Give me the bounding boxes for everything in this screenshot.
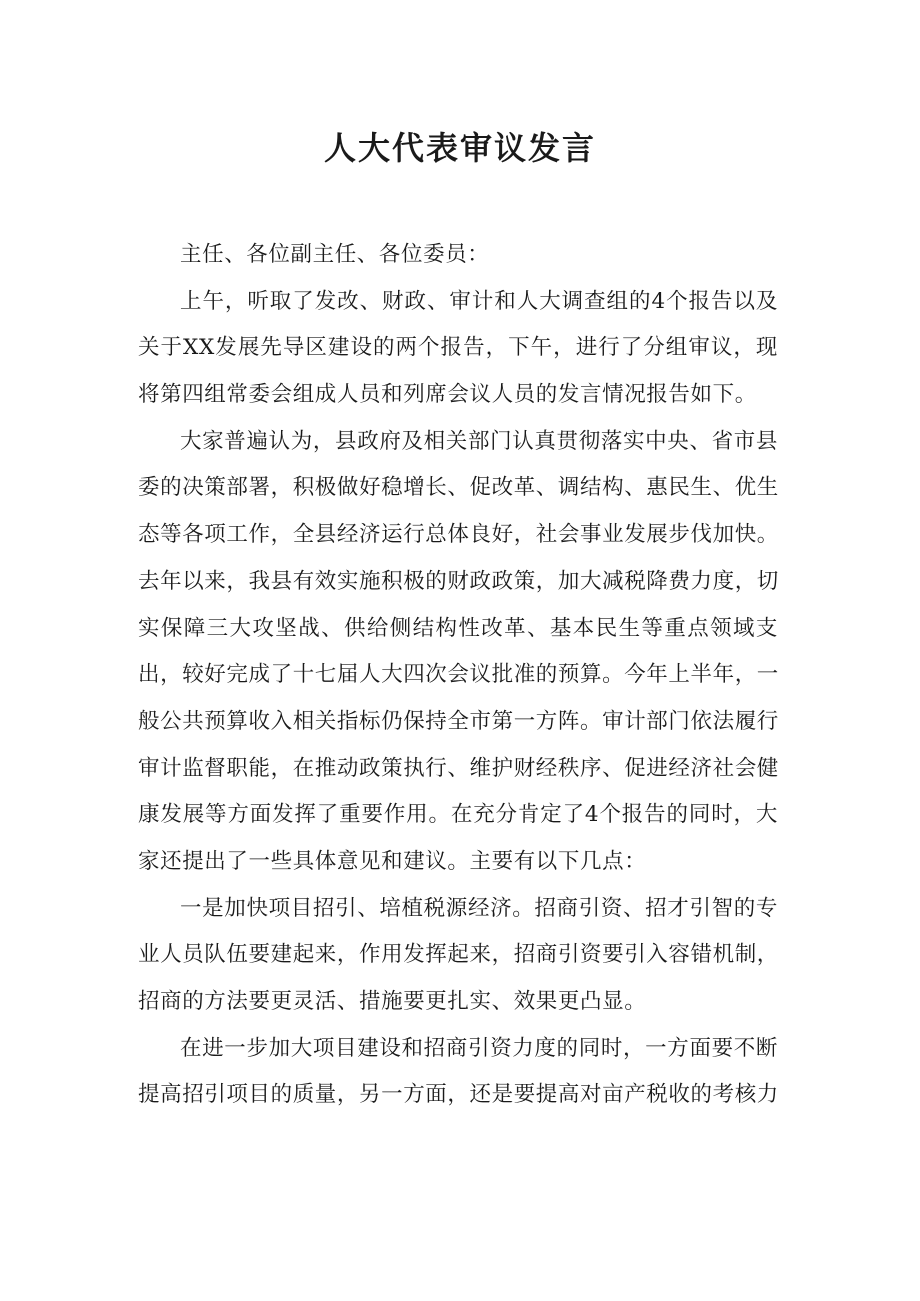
paragraph-line: 上午，听取了发改、财政、审计和人大调查组的4个报告以及 <box>180 288 778 314</box>
paragraph-line: 提高招引项目的质量，另一方面，还是要提高对亩产税收的考核力 <box>138 1082 779 1108</box>
paragraph-line: 委的决策部署，积极做好稳增长、促改革、调结构、惠民生、优生 <box>138 475 779 501</box>
paragraph-line: 一是加快项目招引、培植税源经济。招商引资、招才引智的专 <box>180 895 778 921</box>
paragraph-line: 出，较好完成了十七届人大四次会议批准的预算。今年上半年，一 <box>138 662 779 688</box>
paragraph-line: 业人员队伍要建起来，作用发挥起来，招商引资要引入容错机制， <box>138 942 779 968</box>
salutation-line: 主任、各位副主任、各位委员： <box>180 242 490 267</box>
paragraph-line: 大家普遍认为，县政府及相关部门认真贯彻落实中央、省市县 <box>180 428 778 454</box>
paragraph-line: 关于XX发展先导区建设的两个报告，下午，进行了分组审议，现 <box>138 335 778 361</box>
document-title: 人大代表审议发言 <box>323 129 596 167</box>
paragraph-line: 审计监督职能，在推动政策执行、维护财经秩序、促进经济社会健 <box>138 755 779 781</box>
paragraph-line: 招商的方法要更灵活、措施要更扎实、效果更凸显。 <box>138 989 647 1014</box>
document-body <box>138 232 778 1119</box>
paragraph-line: 康发展等方面发挥了重要作用。在充分肯定了4个报告的同时，大 <box>138 802 778 828</box>
paragraph-line: 去年以来，我县有效实施积极的财政政策，加大减税降费力度，切 <box>138 568 779 594</box>
paragraph-line: 家还提出了一些具体意见和建议。主要有以下几点： <box>138 848 647 874</box>
paragraph-line: 在进一步加大项目建设和招商引资力度的同时，一方面要不断 <box>180 1035 778 1061</box>
paragraph-line: 实保障三大攻坚战、供给侧结构性改革、基本民生等重点领域支 <box>138 615 778 641</box>
paragraph-line: 态等各项工作，全县经济运行总体良好，社会事业发展步伐加快。 <box>138 522 779 548</box>
paragraph-line: 般公共预算收入相关指标仍保持全市第一方阵。审计部门依法履行 <box>138 708 779 734</box>
paragraph-line: 将第四组常委会组成人员和列席会议人员的发言情况报告如下。 <box>138 382 757 408</box>
